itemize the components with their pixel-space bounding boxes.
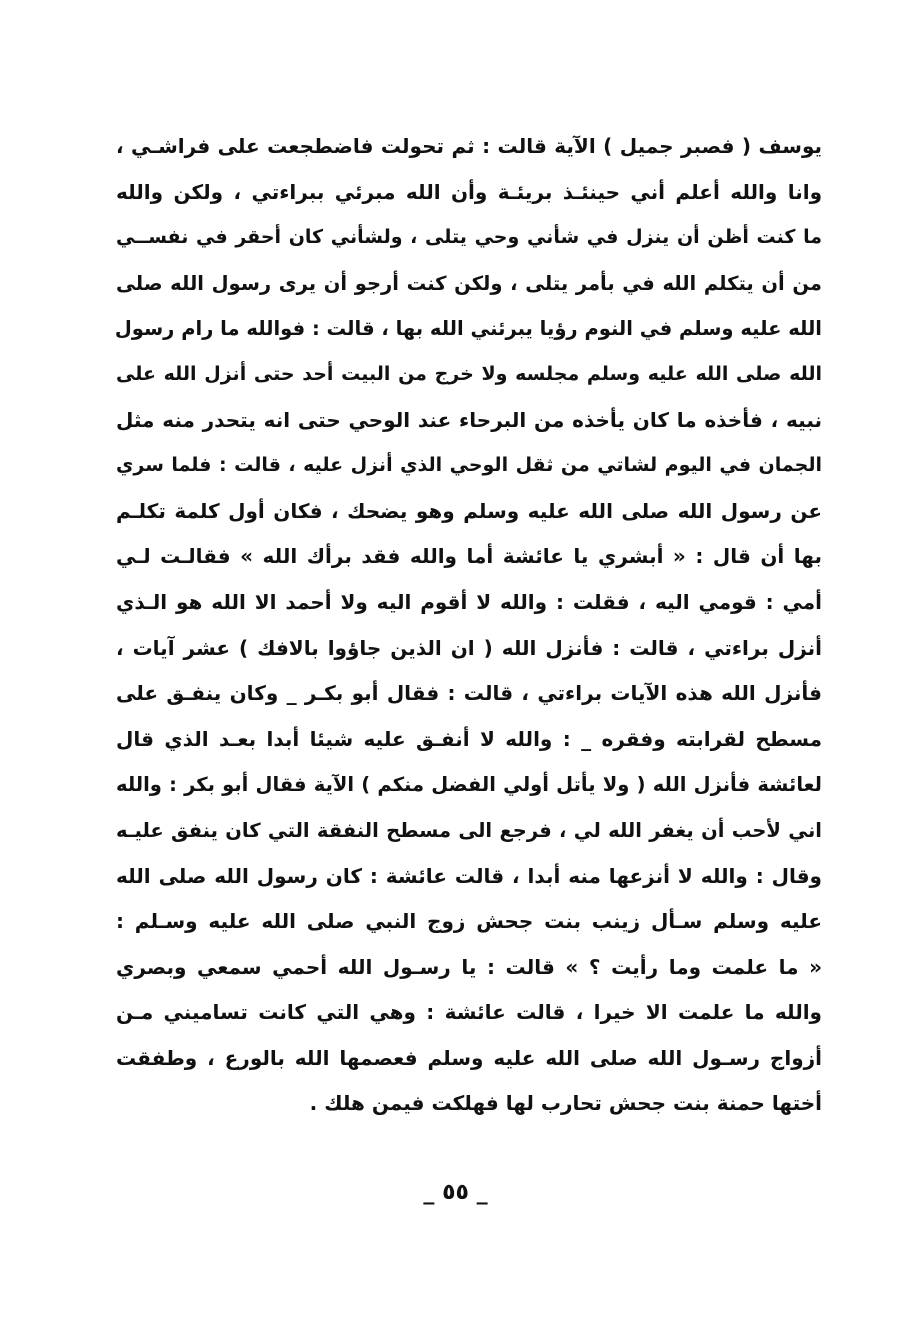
text-line: الله صلى الله عليه وسلم مجلسه ولا خرج من البيت أحد حتى أنزل الله على <box>116 362 822 385</box>
text-line: الجمان في اليوم لشاتي من ثقل الوحي الذي أنزل عليه ، قالت : فلما سري <box>116 454 822 477</box>
text-line: أنزل براءتي ، قالت : فأنزل الله ( ان الذين جاؤوا بالافك ) عشر آيات ، <box>116 635 822 660</box>
text-line: أزواج رسـول الله صلى الله عليه وسلم فعصمها الله بالورع ، وطفقت <box>116 1045 822 1070</box>
text-line: من أن يتكلم الله في بأمر يتلى ، ولكن كنت أرجو أن يرى رسول الله صلى <box>116 271 822 295</box>
text-line: نبيه ، فأخذه ما كان يأخذه من البرحاء عند الوحي حتى انه يتحدر منه مثل <box>116 407 822 432</box>
text-line: عن رسول الله صلى الله عليه وسلم وهو يضحك ، فكان أول كلمة تكلـم <box>116 498 822 523</box>
text-line: وانا والله أعلم أني حينئـذ بريئـة وأن الله مبرئي ببراءتي ، ولكن والله <box>116 179 822 204</box>
text-line: بها أن قال : « أبشري يا عائشة أما والله فقد برأك الله » فقالـت لـي <box>116 544 822 569</box>
body-text <box>116 124 822 1127</box>
text-line: لعائشة فأنزل الله ( ولا يأتل أولي الفضل منكم ) الآية فقال أبو بكر : والله <box>116 773 822 797</box>
text-line: فأنزل الله هذه الآيات براءتي ، قالت : فقال أبو بكـر _ وكان ينفـق على <box>116 681 822 706</box>
text-line: أختها حمنة بنت جحش تحارب لها فهلكت فيمن هلك . <box>309 1091 822 1116</box>
text-line: الله عليه وسلم في النوم رؤيا يبرئني الله بها ، قالت : فوالله ما رام رسول <box>114 317 822 341</box>
text-line: يوسف ( فصبر جميل ) الآية قالت : ثم تحولت فاضطجعت على فراشـي ، <box>116 134 822 158</box>
text-line: والله ما علمت الا خيرا ، قالت عائشة : وهي التي كانت تساميني مـن <box>116 1000 822 1025</box>
text-line: « ما علمت وما رأيت ؟ » قالت : يا رسـول الله أحمي سمعي وبصري <box>116 954 822 979</box>
page-number: _ ٥٥ _ <box>423 1180 488 1205</box>
text-line: وقال : والله لا أنزعها منه أبدا ، قالت عائشة : كان رسول الله صلى الله <box>116 863 822 888</box>
text-line: اني لأحب أن يغفر الله لي ، فرجع الى مسطح النفقة التي كان ينفق عليـه <box>116 818 822 842</box>
text-line: أمي : قومي اليه ، فقلت : والله لا أقوم اليه ولا أحمد الا الله هو الـذي <box>116 589 822 614</box>
text-line: عليه وسلم سـأل زينب بنت جحش زوج النبي صلى الله عليه وسـلم : <box>116 909 822 934</box>
text-line: ما كنت أظن أن ينزل في شأني وحي يتلى ، ولشأني كان أحقر في نفســي <box>116 226 822 249</box>
text-line: مسطح لقرابته وفقره _ : والله لا أنفـق عليه شيئا أبدا بعـد الذي قال <box>116 726 822 751</box>
